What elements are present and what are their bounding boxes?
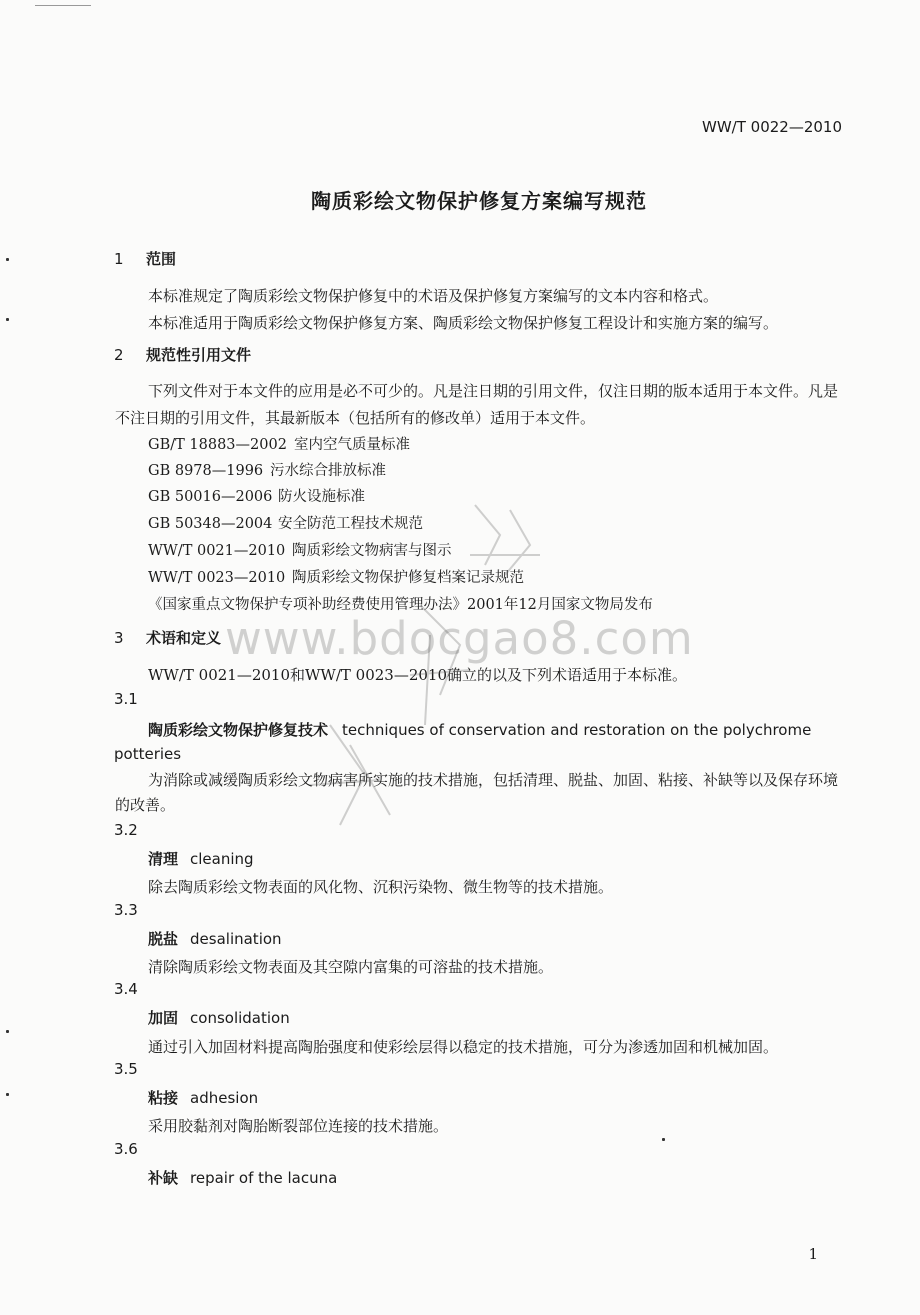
reference-name: 污水综合排放标准 (270, 463, 386, 479)
scan-speck (6, 1093, 9, 1096)
page-number: 1 (808, 1245, 818, 1263)
term-zh: 加固 (148, 1009, 179, 1027)
term-definition: 采用胶黏剂对陶胎断裂部位连接的技术措施。 (148, 1117, 449, 1135)
section-title: 范围 (146, 250, 177, 268)
section-number: 2 (114, 346, 124, 364)
reference-name: 陶质彩绘文物保护修复档案记录规范 (292, 570, 524, 586)
clause-number: 3.3 (114, 901, 138, 919)
reference-code: GB 8978—1996 (148, 463, 264, 479)
term-3-4 (148, 1007, 290, 1028)
normative-reference (148, 459, 386, 480)
terms-intro: WW/T 0021—2010和WW/T 0023—2010确立的以及下列术语适用于本标准。 (148, 666, 688, 684)
reference-name: 安全防范工程技术规范 (278, 516, 423, 532)
term-3-6 (148, 1167, 337, 1188)
scope-paragraph: 本标准规定了陶质彩绘文物保护修复中的术语及保护修复方案编写的文本内容和格式。 (148, 287, 719, 305)
reference-name: 陶质彩绘文物病害与图示 (292, 543, 452, 559)
section-title: 术语和定义 (146, 629, 222, 647)
section-heading-normative (114, 344, 251, 365)
term-zh: 补缺 (148, 1169, 179, 1187)
term-definition: 为消除或减缓陶质彩绘文物病害所实施的技术措施，包括清理、脱盐、加固、粘接、补缺等以及保存环境的改善。 (115, 771, 839, 814)
term-definition: 清除陶质彩绘文物表面及其空隙内富集的可溶盐的技术措施。 (148, 958, 554, 976)
scan-speck (6, 1030, 9, 1033)
section-title: 规范性引用文件 (146, 346, 252, 364)
page-title: 陶质彩绘文物保护修复方案编写规范 (311, 189, 647, 213)
section-heading-terms (114, 627, 221, 648)
term-en: cleaning (190, 850, 254, 868)
term-en: desalination (190, 930, 282, 948)
term-en: repair of the lacuna (190, 1169, 338, 1187)
normative-reference-last: 《国家重点文物保护专项补助经费使用管理办法》2001年12月国家文物局发布 (148, 597, 653, 613)
clause-number: 3.2 (114, 821, 138, 839)
normative-intro: 下列文件对于本文件的应用是必不可少的。凡是注日期的引用文件，仅注日期的版本适用于本文件。凡是不注日期的引用文件，其最新版本（包括所有的修改单）适用于本文件。 (115, 382, 839, 427)
clause-number: 3.4 (114, 980, 138, 998)
term-definition: 除去陶质彩绘文物表面的风化物、沉积污染物、微生物等的技术措施。 (148, 878, 614, 896)
reference-code: WW/T 0021—2010 (148, 543, 286, 559)
term-zh: 陶质彩绘文物保护修复技术 (148, 721, 329, 739)
term-en: adhesion (190, 1089, 259, 1107)
clause-number: 3.6 (114, 1140, 138, 1158)
term-definition: 通过引入加固材料提高陶胎强度和使彩绘层得以稳定的技术措施，可分为渗透加固和机械加固。 (148, 1038, 779, 1056)
watermark-stamp (270, 495, 570, 855)
term-zh: 清理 (148, 850, 179, 868)
normative-reference (148, 433, 410, 454)
term-zh: 脱盐 (148, 930, 179, 948)
reference-code: GB/T 18883—2002 (148, 437, 287, 453)
term-3-3 (148, 928, 282, 949)
clause-number: 3.1 (114, 690, 138, 708)
reference-code: GB 50016—2006 (148, 489, 273, 505)
section-number: 3 (114, 629, 124, 647)
scan-speck (6, 258, 9, 261)
section-number: 1 (114, 250, 124, 268)
term-en: techniques of conservation and restoration on the polychrome potteries (114, 721, 812, 763)
term-3-2 (148, 848, 254, 869)
top-rule (35, 5, 91, 6)
scan-speck (662, 1138, 665, 1141)
clause-number: 3.5 (114, 1060, 138, 1078)
term-3-5 (148, 1087, 258, 1108)
standard-number: WW/T 0022—2010 (702, 118, 842, 136)
reference-name: 室内空气质量标准 (294, 437, 410, 453)
watermark-text: www.bdocgao8.com (225, 612, 694, 665)
scope-paragraph: 本标准适用于陶质彩绘文物保护修复方案、陶质彩绘文物保护修复工程设计和实施方案的编写。 (148, 314, 779, 332)
term-en: consolidation (190, 1009, 290, 1027)
scan-speck (6, 318, 9, 321)
term-zh: 粘接 (148, 1089, 179, 1107)
reference-name: 防火设施标准 (278, 489, 365, 505)
reference-code: GB 50348—2004 (148, 516, 273, 532)
reference-code: WW/T 0023—2010 (148, 570, 286, 586)
section-heading-scope (114, 248, 176, 269)
